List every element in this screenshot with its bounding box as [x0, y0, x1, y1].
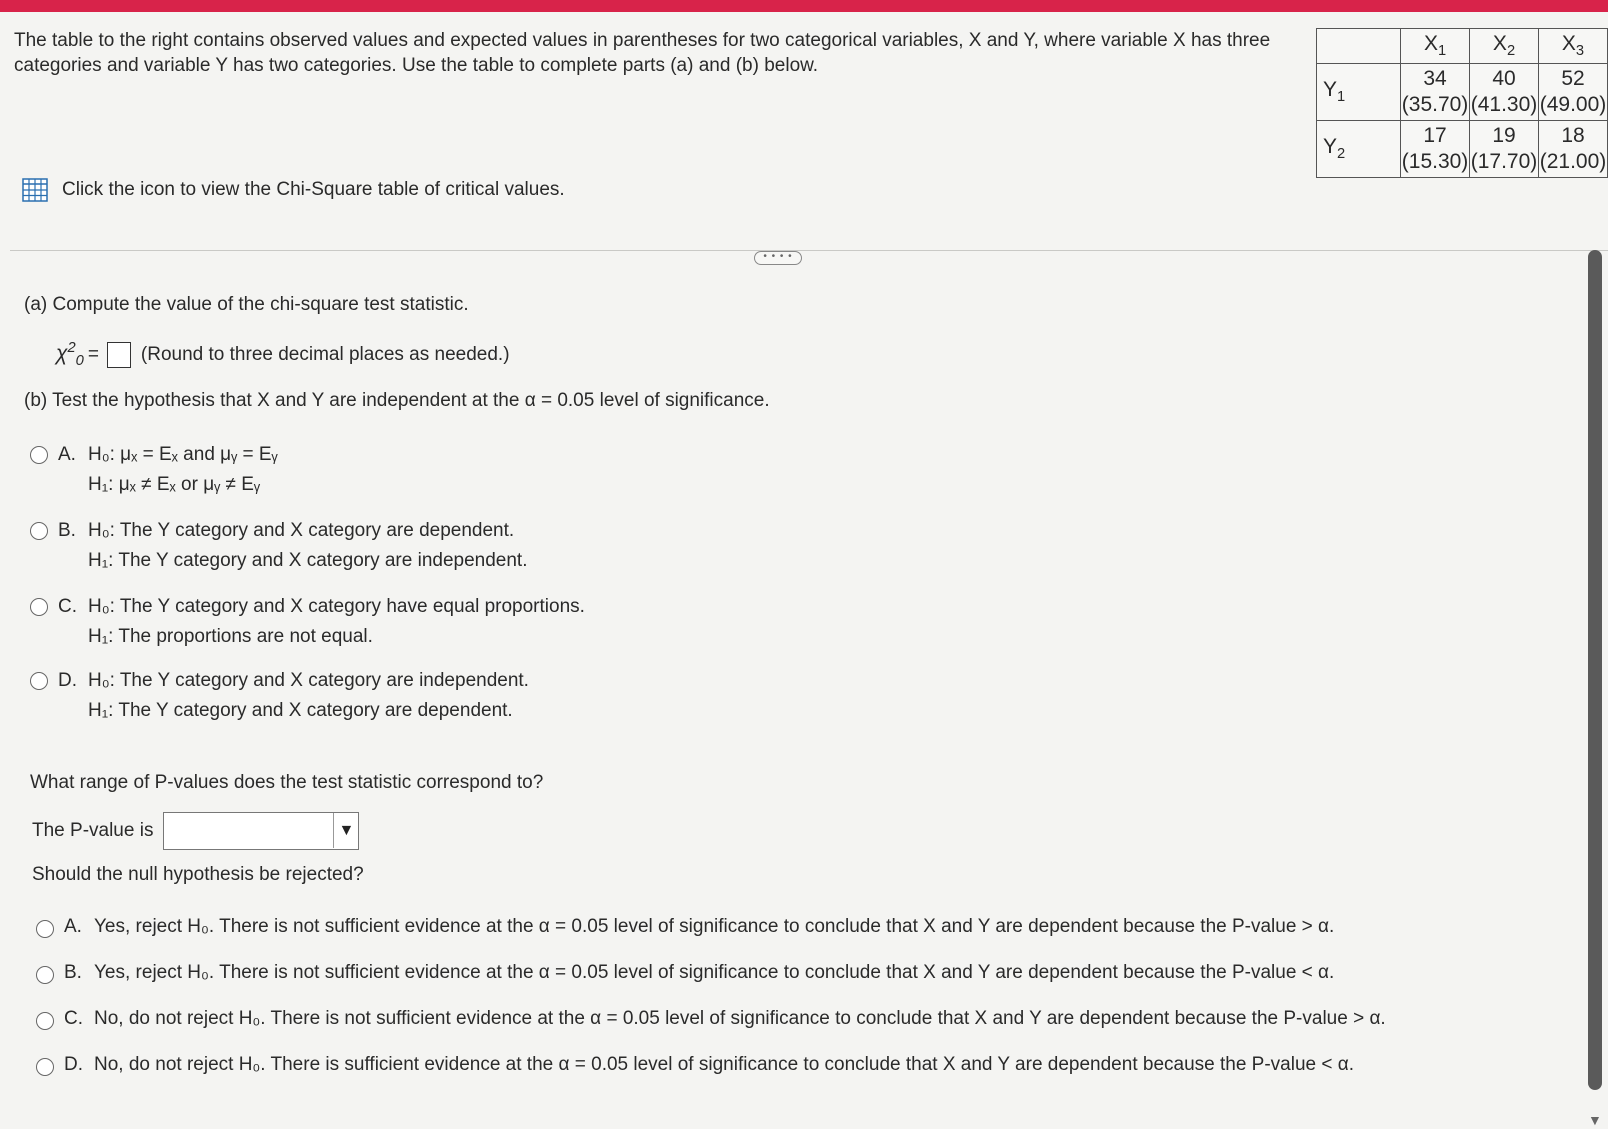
- conclusion-option-d[interactable]: D. No, do not reject H₀. There is sufficient evidence at the α = 0.05 level of significance to conclude that X and Y are dependent because the P-value < α.: [36, 1052, 1354, 1078]
- col-header-x3: $X_3$: [1539, 29, 1608, 64]
- table-header-row: [1317, 29, 1608, 64]
- p-value-dropdown[interactable]: [163, 812, 359, 850]
- p-value-row: [32, 812, 359, 850]
- table-row: [1317, 64, 1608, 121]
- p-range-question: What range of P-values does the test statistic correspond to?: [30, 772, 544, 793]
- chi-square-link-text[interactable]: Click the icon to view the Chi-Square table of critical values.: [62, 179, 565, 200]
- contingency-table: [1316, 28, 1608, 178]
- col-header-x1: $X_1$: [1401, 29, 1470, 64]
- part-b-label: (b): [24, 390, 48, 411]
- radio-button[interactable]: [36, 920, 54, 938]
- part-a-label: (a): [24, 294, 48, 315]
- radio-button[interactable]: [30, 522, 48, 540]
- chi-square-symbol: $\chi^2_0$: [56, 340, 84, 370]
- table-cell: 40 (41.30): [1470, 64, 1539, 121]
- scroll-down-arrow-icon[interactable]: ▼: [1588, 1112, 1602, 1128]
- equals-sign: =: [87, 343, 99, 365]
- chi-square-table-link[interactable]: [22, 178, 565, 202]
- col-header-x2: $X_2$: [1470, 29, 1539, 64]
- conclusion-option-b[interactable]: B. Yes, reject H₀. There is not sufficient evidence at the α = 0.05 level of significance to conclude that X and Y are dependent because the P-value < α.: [36, 960, 1334, 986]
- expand-more-button[interactable]: • • • •: [754, 251, 802, 265]
- table-cell: 19 (17.70): [1470, 121, 1539, 178]
- part-b-question: [24, 390, 770, 412]
- conclusion-option-c[interactable]: C. No, do not reject H₀. There is not sufficient evidence at the α = 0.05 level of significance to conclude that X and Y are dependent because the P-value > α.: [36, 1006, 1386, 1032]
- table-corner-cell: [1317, 29, 1401, 64]
- radio-button[interactable]: [36, 1058, 54, 1076]
- part-a-question: [24, 294, 469, 316]
- table-row: [1317, 121, 1608, 178]
- chi-square-answer-row: [56, 340, 510, 369]
- part-b-text: Test the hypothesis that X and Y are independent at the α = 0.05 level of significance.: [47, 390, 770, 411]
- conclusion-option-a[interactable]: A. Yes, reject H₀. There is not sufficient evidence at the α = 0.05 level of significance to conclude that X and Y are dependent because the P-value > α.: [36, 914, 1334, 940]
- vertical-scrollbar[interactable]: [1588, 250, 1602, 1090]
- hypothesis-option-b[interactable]: B. H₀: The Y category and X category are dependent. H₁: The Y category and X category are independent.: [30, 516, 528, 576]
- p-value-label: The P-value is: [32, 820, 154, 841]
- dropdown-arrow-icon[interactable]: ▼: [333, 813, 358, 848]
- reject-question: Should the null hypothesis be rejected?: [32, 864, 364, 885]
- radio-button[interactable]: [30, 446, 48, 464]
- part-a-text: Compute the value of the chi-square test statistic.: [47, 294, 469, 315]
- problem-intro: [14, 28, 1314, 78]
- table-cell: 17 (15.30): [1401, 121, 1470, 178]
- row-label-y1: $Y_1$: [1317, 64, 1401, 121]
- radio-button[interactable]: [30, 672, 48, 690]
- table-cell: 18 (21.00): [1539, 121, 1608, 178]
- section-divider: [10, 250, 1608, 251]
- table-grid-icon[interactable]: [22, 178, 48, 202]
- intro-line-1: The table to the right contains observed values and expected values in parentheses for two categorical variables, X and Y, where variable X has three: [14, 30, 1271, 51]
- round-note: (Round to three decimal places as needed.): [140, 343, 510, 365]
- table-cell: 52 (49.00): [1539, 64, 1608, 121]
- radio-button[interactable]: [30, 598, 48, 616]
- top-accent-bar: [0, 0, 1608, 12]
- radio-button[interactable]: [36, 1012, 54, 1030]
- hypothesis-option-d[interactable]: D. H₀: The Y category and X category are independent. H₁: The Y category and X category are dependent.: [30, 666, 529, 726]
- hypothesis-option-a[interactable]: A. H₀: μₓ = Eₓ and μᵧ = Eᵧ H₁: μₓ ≠ Eₓ or μᵧ ≠ Eᵧ: [30, 440, 278, 500]
- chi-square-answer-input[interactable]: [107, 342, 131, 368]
- hypothesis-option-c[interactable]: C. H₀: The Y category and X category have equal proportions. H₁: The proportions are not equal.: [30, 592, 585, 652]
- table-cell: 34 (35.70): [1401, 64, 1470, 121]
- intro-line-2: categories and variable Y has two categories. Use the table to complete parts (a) and (b) below.: [14, 55, 819, 76]
- radio-button[interactable]: [36, 966, 54, 984]
- row-label-y2: $Y_2$: [1317, 121, 1401, 178]
